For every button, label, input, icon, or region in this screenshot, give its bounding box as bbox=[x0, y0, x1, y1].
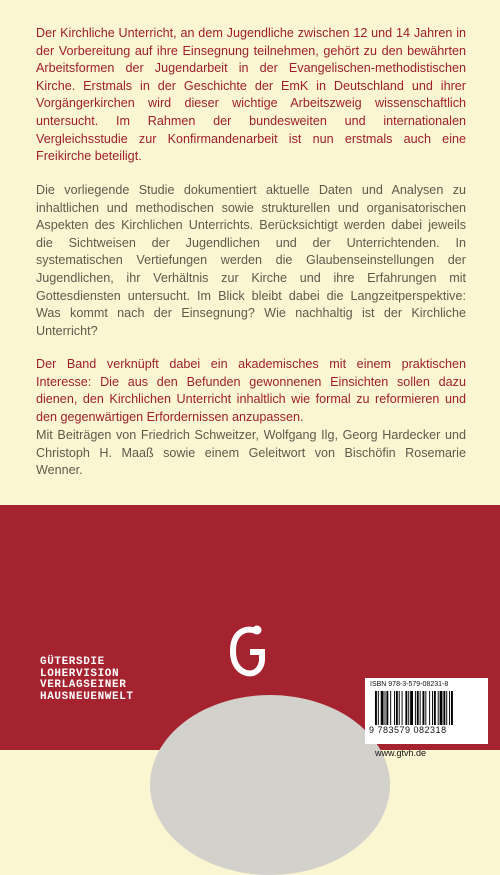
gray-arc-shape bbox=[150, 695, 390, 875]
contributors-paragraph: Mit Beiträgen von Friedrich Schweitzer, Wolfgang Ilg, Georg Hardecker und Christoph H. Maaß sowie einem Geleitwort von Bischöfin Rosemarie Wenner. bbox=[36, 428, 466, 478]
barcode-number: 9 783579 082318 bbox=[369, 725, 447, 735]
barcode-bar bbox=[417, 691, 419, 725]
barcode-bar bbox=[402, 691, 403, 725]
barcode-bar bbox=[440, 691, 443, 725]
barcode-bar bbox=[449, 691, 450, 725]
barcode-bar bbox=[394, 691, 395, 725]
barcode-bar bbox=[423, 691, 425, 725]
barcode-bar bbox=[438, 691, 439, 725]
publisher-line-2: LOHERVISION bbox=[40, 667, 120, 680]
publisher-band bbox=[0, 505, 500, 758]
barcode-bar bbox=[405, 691, 407, 725]
publisher-line-3: VERLAGSEINER bbox=[40, 679, 127, 691]
barcode-bar bbox=[385, 691, 386, 725]
description-paragraph-2: Die vorliegende Studie dokumentiert aktuelle Daten und Analysen zu inhaltlichen und methodischen sowie strukturellen und organisatorischen Aspekten des Kirchlichen Unterrichts. Berücksichtigt werden dabei jeweils die Sichtweisen der Jugendlichen und der Unterrichtenden. In systematischen Vertiefungen werden die Glaubenseinstellungen der Jugendlichen, ihr Verhältnis zur Kirche und ihre Erfahrungen mit Gottesdiensten untersucht. Im Blick bleibt dabei die Langzeitperspektive: Was kommt nach der Einsegnung? Wie nachhaltig ist der Kirchliche Unterricht? bbox=[36, 183, 466, 338]
publisher-website: www.gtvh.de bbox=[375, 748, 427, 758]
description-paragraph-1: Der Kirchliche Unterricht, an dem Jugendliche zwischen 12 und 14 Jahren in der Vorbereitung auf ihre Einsegnung teilnehmen, gehört zu den bewährten Arbeitsformen der Jugendarbeit in der Evangelischen-methodistischen Kirche. Erstmals in der Geschichte der EmK in Deutschland und ihrer Vorgängerkirchen wird dieser wichtige Arbeitszweig wissenschaftlich untersucht. Im Rahmen der bundesweiten und internationalen Vergleichsstudie zur Konfirmandenarbeit ist nun erstmals auch eine Freikirche beteiligt. bbox=[36, 26, 466, 164]
barcode-bar bbox=[415, 691, 416, 725]
barcode-bar bbox=[429, 691, 430, 725]
barcode-bar bbox=[399, 691, 400, 725]
barcode-bar bbox=[381, 691, 384, 725]
barcode-bar bbox=[378, 691, 379, 725]
barcode-bar bbox=[434, 691, 436, 725]
barcode-bar bbox=[408, 691, 409, 725]
barcode-bar bbox=[432, 691, 433, 725]
barcode-bar bbox=[410, 691, 413, 725]
barcode-bar bbox=[443, 691, 445, 725]
isbn-label: ISBN 978-3-579-08231-8 bbox=[370, 681, 449, 688]
publisher-line-1: GÜTERSDIE bbox=[40, 656, 105, 668]
barcode-bars bbox=[375, 691, 479, 725]
barcode-bar bbox=[386, 691, 388, 725]
barcode-bar bbox=[446, 691, 447, 725]
barcode-bar bbox=[375, 691, 377, 725]
g-logo-icon bbox=[223, 621, 273, 681]
barcode-bar bbox=[425, 691, 426, 725]
barcode-bar bbox=[390, 691, 391, 725]
description-paragraph-3: Der Band verknüpft dabei ein akademisches mit einem praktischen Interesse: Die aus den Befunden gewonnenen Einsichten sollen dazu dienen, den Kirchlichen Unterricht inhaltlich wie formal zu reformieren und den gegenwärtigen Erfordernissen anzupassen. bbox=[36, 357, 466, 424]
publisher-line-4: HAUSNEUENWELT bbox=[40, 690, 134, 703]
barcode-bar bbox=[451, 691, 453, 725]
barcode-bar bbox=[396, 691, 398, 725]
isbn-barcode bbox=[365, 678, 488, 744]
publisher-wordmark bbox=[40, 657, 134, 703]
barcode-bar bbox=[420, 691, 421, 725]
